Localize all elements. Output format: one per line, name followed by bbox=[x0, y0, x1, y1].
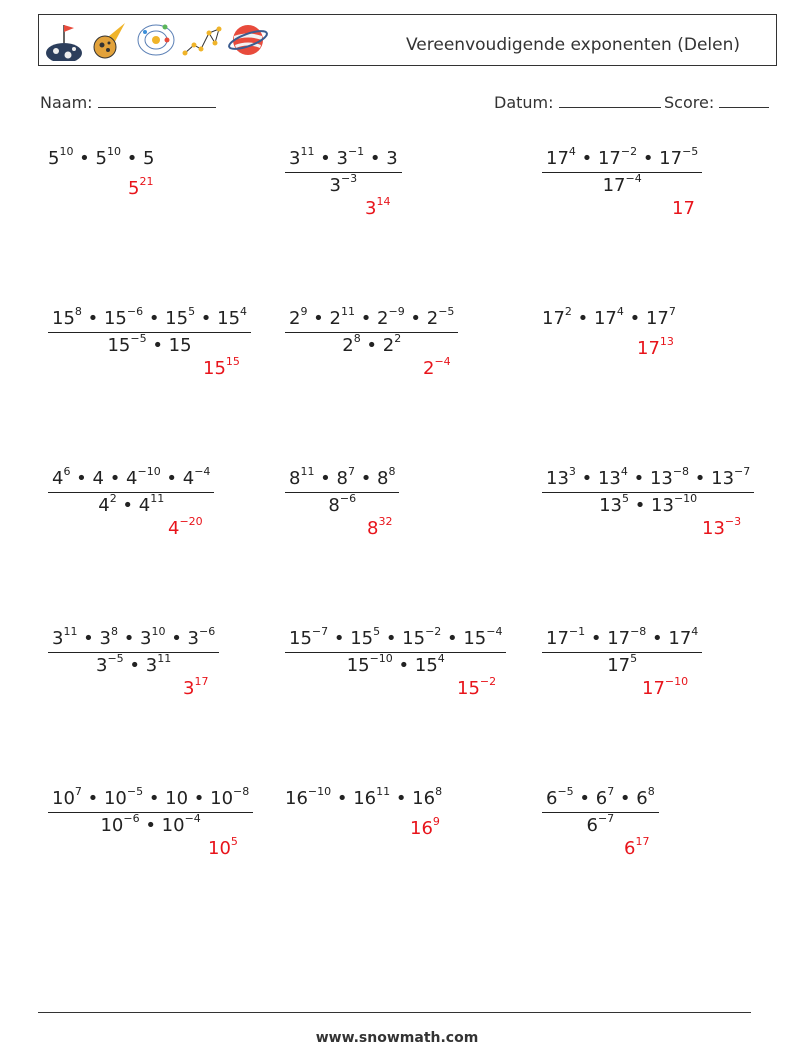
constellation-icon bbox=[181, 19, 223, 61]
numerator bbox=[285, 145, 402, 173]
power-term: $3^{10}$ bbox=[140, 625, 166, 649]
fraction bbox=[285, 145, 402, 196]
answer-5 bbox=[423, 355, 451, 379]
power-term: $8^{11}$ bbox=[289, 465, 315, 489]
power-term: $17^{-2}$ bbox=[597, 145, 638, 169]
multiply-dot: • bbox=[627, 468, 650, 489]
fraction bbox=[542, 785, 659, 836]
denominator bbox=[48, 653, 219, 676]
fraction bbox=[48, 465, 214, 516]
multiply-dot: • bbox=[146, 335, 169, 356]
power-term: 3 bbox=[386, 148, 398, 169]
answer-power: 17 bbox=[672, 198, 695, 219]
power-term: $17^{-8}$ bbox=[607, 625, 647, 649]
power-term: $17^7$ bbox=[645, 305, 676, 329]
power-term: $8^{-6}$ bbox=[328, 492, 357, 516]
power-term: $15^{-7}$ bbox=[289, 625, 329, 649]
answer-15 bbox=[624, 835, 650, 859]
problem-15 bbox=[542, 785, 659, 836]
answer-12 bbox=[642, 675, 689, 699]
multiply-dot: • bbox=[116, 495, 139, 516]
multiply-dot: • bbox=[441, 628, 464, 649]
answer-4 bbox=[203, 355, 240, 379]
multiply-dot: • bbox=[623, 308, 646, 329]
numerator bbox=[48, 785, 253, 813]
power-term: $3^{-5}$ bbox=[96, 652, 124, 676]
power-term: $6^{-5}$ bbox=[546, 785, 574, 809]
answer-power: $13^{-3}$ bbox=[702, 515, 742, 539]
numerator bbox=[542, 465, 754, 493]
score-blank[interactable] bbox=[719, 93, 769, 108]
denominator bbox=[48, 813, 253, 836]
power-term: $17^4$ bbox=[668, 625, 699, 649]
denominator bbox=[48, 333, 251, 356]
multiply-dot: • bbox=[575, 468, 598, 489]
fraction bbox=[542, 625, 702, 676]
answer-power: $17^{13}$ bbox=[637, 335, 674, 359]
score-field[interactable] bbox=[664, 93, 769, 112]
numerator bbox=[48, 625, 219, 653]
power-term: 15 bbox=[168, 335, 192, 356]
power-term: $10^{-6}$ bbox=[100, 812, 140, 836]
header-icons bbox=[43, 19, 269, 63]
problem-7 bbox=[48, 465, 214, 516]
multiply-dot: • bbox=[143, 308, 166, 329]
multiply-dot: • bbox=[637, 148, 660, 169]
answer-power: $15^{-2}$ bbox=[457, 675, 497, 699]
fraction bbox=[48, 305, 251, 356]
power-term: $2^{-5}$ bbox=[426, 305, 455, 329]
multiply-dot: • bbox=[575, 148, 598, 169]
power-term: $3^8$ bbox=[99, 625, 118, 649]
multiply-dot: • bbox=[314, 148, 337, 169]
fraction bbox=[285, 305, 458, 356]
multiply-dot: • bbox=[646, 628, 669, 649]
denominator bbox=[542, 173, 702, 196]
power-term: $4^{-10}$ bbox=[126, 465, 161, 489]
multiply-dot: • bbox=[81, 788, 104, 809]
problem-14 bbox=[285, 785, 443, 809]
multiply-dot: • bbox=[307, 308, 330, 329]
power-term: $10^{-8}$ bbox=[210, 785, 250, 809]
power-term: $15^{-6}$ bbox=[103, 305, 144, 329]
power-term: $17^4$ bbox=[546, 145, 576, 169]
power-term: $10^7$ bbox=[52, 785, 82, 809]
answer-11 bbox=[457, 675, 497, 699]
answer-power: $5^{21}$ bbox=[128, 175, 154, 199]
problem-10 bbox=[48, 625, 219, 676]
multiply-dot: • bbox=[573, 788, 596, 809]
multiply-dot: • bbox=[103, 468, 127, 489]
problem-4 bbox=[48, 305, 251, 356]
answer-power: $15^{15}$ bbox=[203, 355, 240, 379]
power-term: $17^4$ bbox=[593, 305, 624, 329]
multiply-dot: • bbox=[77, 628, 100, 649]
answer-10 bbox=[183, 675, 209, 699]
multiply-dot: • bbox=[354, 468, 378, 489]
power-term: $3^{-6}$ bbox=[187, 625, 216, 649]
denominator bbox=[48, 493, 214, 516]
power-term: $4^2$ bbox=[98, 492, 117, 516]
answer-power: $3^{17}$ bbox=[183, 675, 209, 699]
power-term: $15^4$ bbox=[217, 305, 248, 329]
numerator bbox=[542, 625, 702, 653]
power-term: $6^7$ bbox=[595, 785, 615, 809]
answer-3 bbox=[672, 198, 695, 219]
power-term: $2^9$ bbox=[289, 305, 308, 329]
power-term: $16^{11}$ bbox=[353, 785, 391, 809]
power-term: $3^{-1}$ bbox=[336, 145, 365, 169]
answer-power: $16^9$ bbox=[410, 815, 440, 839]
denominator bbox=[542, 813, 659, 836]
score-label: Score: bbox=[664, 93, 715, 112]
problem-13 bbox=[48, 785, 253, 836]
numerator bbox=[285, 465, 399, 493]
multiply-dot: • bbox=[139, 815, 162, 836]
power-term: $15^{-10}$ bbox=[346, 652, 393, 676]
power-term: $2^8$ bbox=[342, 332, 361, 356]
power-term: $17^{-4}$ bbox=[602, 172, 642, 196]
denominator bbox=[285, 653, 506, 676]
multiply-dot: • bbox=[380, 628, 403, 649]
moon-flag-icon bbox=[43, 19, 85, 61]
multiply-dot: • bbox=[188, 788, 211, 809]
power-term: $6^8$ bbox=[636, 785, 655, 809]
power-term: 5 bbox=[143, 148, 155, 169]
power-term: $15^{-4}$ bbox=[463, 625, 503, 649]
multiply-dot: • bbox=[70, 468, 93, 489]
power-term: $13^{-7}$ bbox=[711, 465, 751, 489]
multiply-dot: • bbox=[328, 628, 351, 649]
answer-1 bbox=[128, 175, 154, 199]
power-term: $5^{10}$ bbox=[48, 145, 74, 169]
power-term: $8^8$ bbox=[377, 465, 396, 489]
date-label: Datum: bbox=[494, 93, 554, 112]
power-term: $15^{-5}$ bbox=[107, 332, 147, 356]
date-blank[interactable] bbox=[559, 93, 661, 108]
power-term: 4 bbox=[92, 468, 104, 489]
fraction bbox=[285, 465, 399, 516]
multiply-dot: • bbox=[81, 308, 104, 329]
multiply-dot: • bbox=[331, 788, 354, 809]
problem-11 bbox=[285, 625, 506, 676]
power-term: $15^8$ bbox=[52, 305, 82, 329]
power-term: $13^{-10}$ bbox=[651, 492, 698, 516]
power-term: $13^4$ bbox=[597, 465, 628, 489]
power-term: $15^5$ bbox=[165, 305, 196, 329]
multiply-dot: • bbox=[143, 788, 166, 809]
multiply-dot: • bbox=[120, 148, 144, 169]
fraction bbox=[285, 625, 506, 676]
answer-8 bbox=[367, 515, 393, 539]
power-term: $17^5$ bbox=[607, 652, 638, 676]
date-field[interactable] bbox=[494, 93, 661, 112]
multiply-dot: • bbox=[314, 468, 337, 489]
power-term: $5^{10}$ bbox=[95, 145, 121, 169]
multiply-dot: • bbox=[195, 308, 218, 329]
footer-url: www.snowmath.com bbox=[315, 1030, 479, 1046]
multiply-dot: • bbox=[571, 308, 594, 329]
answer-9 bbox=[702, 515, 742, 539]
power-term: $4^{11}$ bbox=[138, 492, 165, 516]
worksheet-title: Vereenvoudigende exponenten (Delen) bbox=[406, 35, 740, 55]
fraction bbox=[48, 785, 253, 836]
problem-8 bbox=[285, 465, 399, 516]
answer-2 bbox=[365, 195, 391, 219]
power-term: $16^{-10}$ bbox=[285, 785, 332, 809]
power-term: $4^6$ bbox=[52, 465, 71, 489]
multiply-dot: • bbox=[117, 628, 141, 649]
multiply-dot: • bbox=[392, 655, 415, 676]
expression bbox=[48, 145, 155, 169]
answer-power: $17^{-10}$ bbox=[642, 675, 689, 699]
answer-14 bbox=[410, 815, 440, 839]
multiply-dot: • bbox=[689, 468, 712, 489]
multiply-dot: • bbox=[123, 655, 146, 676]
answer-power: $8^{32}$ bbox=[367, 515, 393, 539]
multiply-dot: • bbox=[585, 628, 608, 649]
denominator bbox=[542, 653, 702, 676]
multiply-dot: • bbox=[364, 148, 387, 169]
numerator bbox=[285, 625, 506, 653]
numerator bbox=[48, 465, 214, 493]
numerator bbox=[542, 145, 702, 173]
power-term: $3^{11}$ bbox=[52, 625, 78, 649]
problem-12 bbox=[542, 625, 702, 676]
power-term: $17^2$ bbox=[542, 305, 572, 329]
power-term: $13^3$ bbox=[546, 465, 576, 489]
power-term: $2^2$ bbox=[382, 332, 402, 356]
power-term: $6^{-7}$ bbox=[586, 812, 615, 836]
power-term: $4^{-4}$ bbox=[182, 465, 211, 489]
multiply-dot: • bbox=[360, 335, 383, 356]
problem-1 bbox=[48, 145, 155, 169]
power-term: $3^{11}$ bbox=[145, 652, 172, 676]
power-term: $15^{-2}$ bbox=[402, 625, 442, 649]
multiply-dot: • bbox=[165, 628, 188, 649]
answer-7 bbox=[168, 515, 203, 539]
power-term: $3^{11}$ bbox=[289, 145, 315, 169]
problem-5 bbox=[285, 305, 458, 356]
multiply-dot: • bbox=[73, 148, 96, 169]
power-term: $10^{-4}$ bbox=[161, 812, 201, 836]
multiply-dot: • bbox=[390, 788, 413, 809]
answer-power: $6^{17}$ bbox=[624, 835, 650, 859]
problem-6 bbox=[542, 305, 676, 329]
worksheet-header bbox=[38, 14, 777, 66]
power-term: $3^{-3}$ bbox=[329, 172, 358, 196]
power-term: $15^4$ bbox=[414, 652, 445, 676]
multiply-dot: • bbox=[614, 788, 637, 809]
numerator bbox=[285, 305, 458, 333]
power-term: $13^5$ bbox=[599, 492, 629, 516]
denominator bbox=[285, 173, 402, 196]
power-term: $8^7$ bbox=[336, 465, 355, 489]
name-field[interactable] bbox=[40, 93, 216, 112]
answer-power: $2^{-4}$ bbox=[423, 355, 451, 379]
multiply-dot: • bbox=[628, 495, 652, 516]
answer-6 bbox=[637, 335, 674, 359]
expression bbox=[542, 305, 676, 329]
name-label: Naam: bbox=[40, 93, 93, 112]
solar-system-icon bbox=[135, 19, 177, 61]
footer-divider bbox=[38, 1012, 751, 1013]
power-term: 10 bbox=[165, 788, 189, 809]
multiply-dot: • bbox=[160, 468, 183, 489]
power-term: $16^8$ bbox=[412, 785, 443, 809]
answer-power: $10^5$ bbox=[208, 835, 238, 859]
denominator bbox=[285, 493, 399, 516]
answer-power: $4^{-20}$ bbox=[168, 515, 203, 539]
answer-power: $3^{14}$ bbox=[365, 195, 391, 219]
fraction bbox=[542, 145, 702, 196]
power-term: $2^{11}$ bbox=[329, 305, 355, 329]
power-term: $17^{-1}$ bbox=[546, 625, 586, 649]
fraction bbox=[542, 465, 754, 516]
power-term: $10^{-5}$ bbox=[103, 785, 144, 809]
numerator bbox=[48, 305, 251, 333]
fraction bbox=[48, 625, 219, 676]
denominator bbox=[285, 333, 458, 356]
multiply-dot: • bbox=[404, 308, 427, 329]
comet-icon bbox=[89, 19, 131, 61]
power-term: $17^{-5}$ bbox=[659, 145, 699, 169]
answer-13 bbox=[208, 835, 238, 859]
denominator bbox=[542, 493, 754, 516]
name-blank[interactable] bbox=[98, 93, 216, 108]
power-term: $13^{-8}$ bbox=[649, 465, 690, 489]
planet-icon bbox=[227, 19, 269, 61]
power-term: $15^5$ bbox=[350, 625, 381, 649]
problem-9 bbox=[542, 465, 754, 516]
expression bbox=[285, 785, 443, 809]
problem-2 bbox=[285, 145, 402, 196]
multiply-dot: • bbox=[354, 308, 378, 329]
numerator bbox=[542, 785, 659, 813]
problem-3 bbox=[542, 145, 702, 196]
power-term: $2^{-9}$ bbox=[377, 305, 405, 329]
